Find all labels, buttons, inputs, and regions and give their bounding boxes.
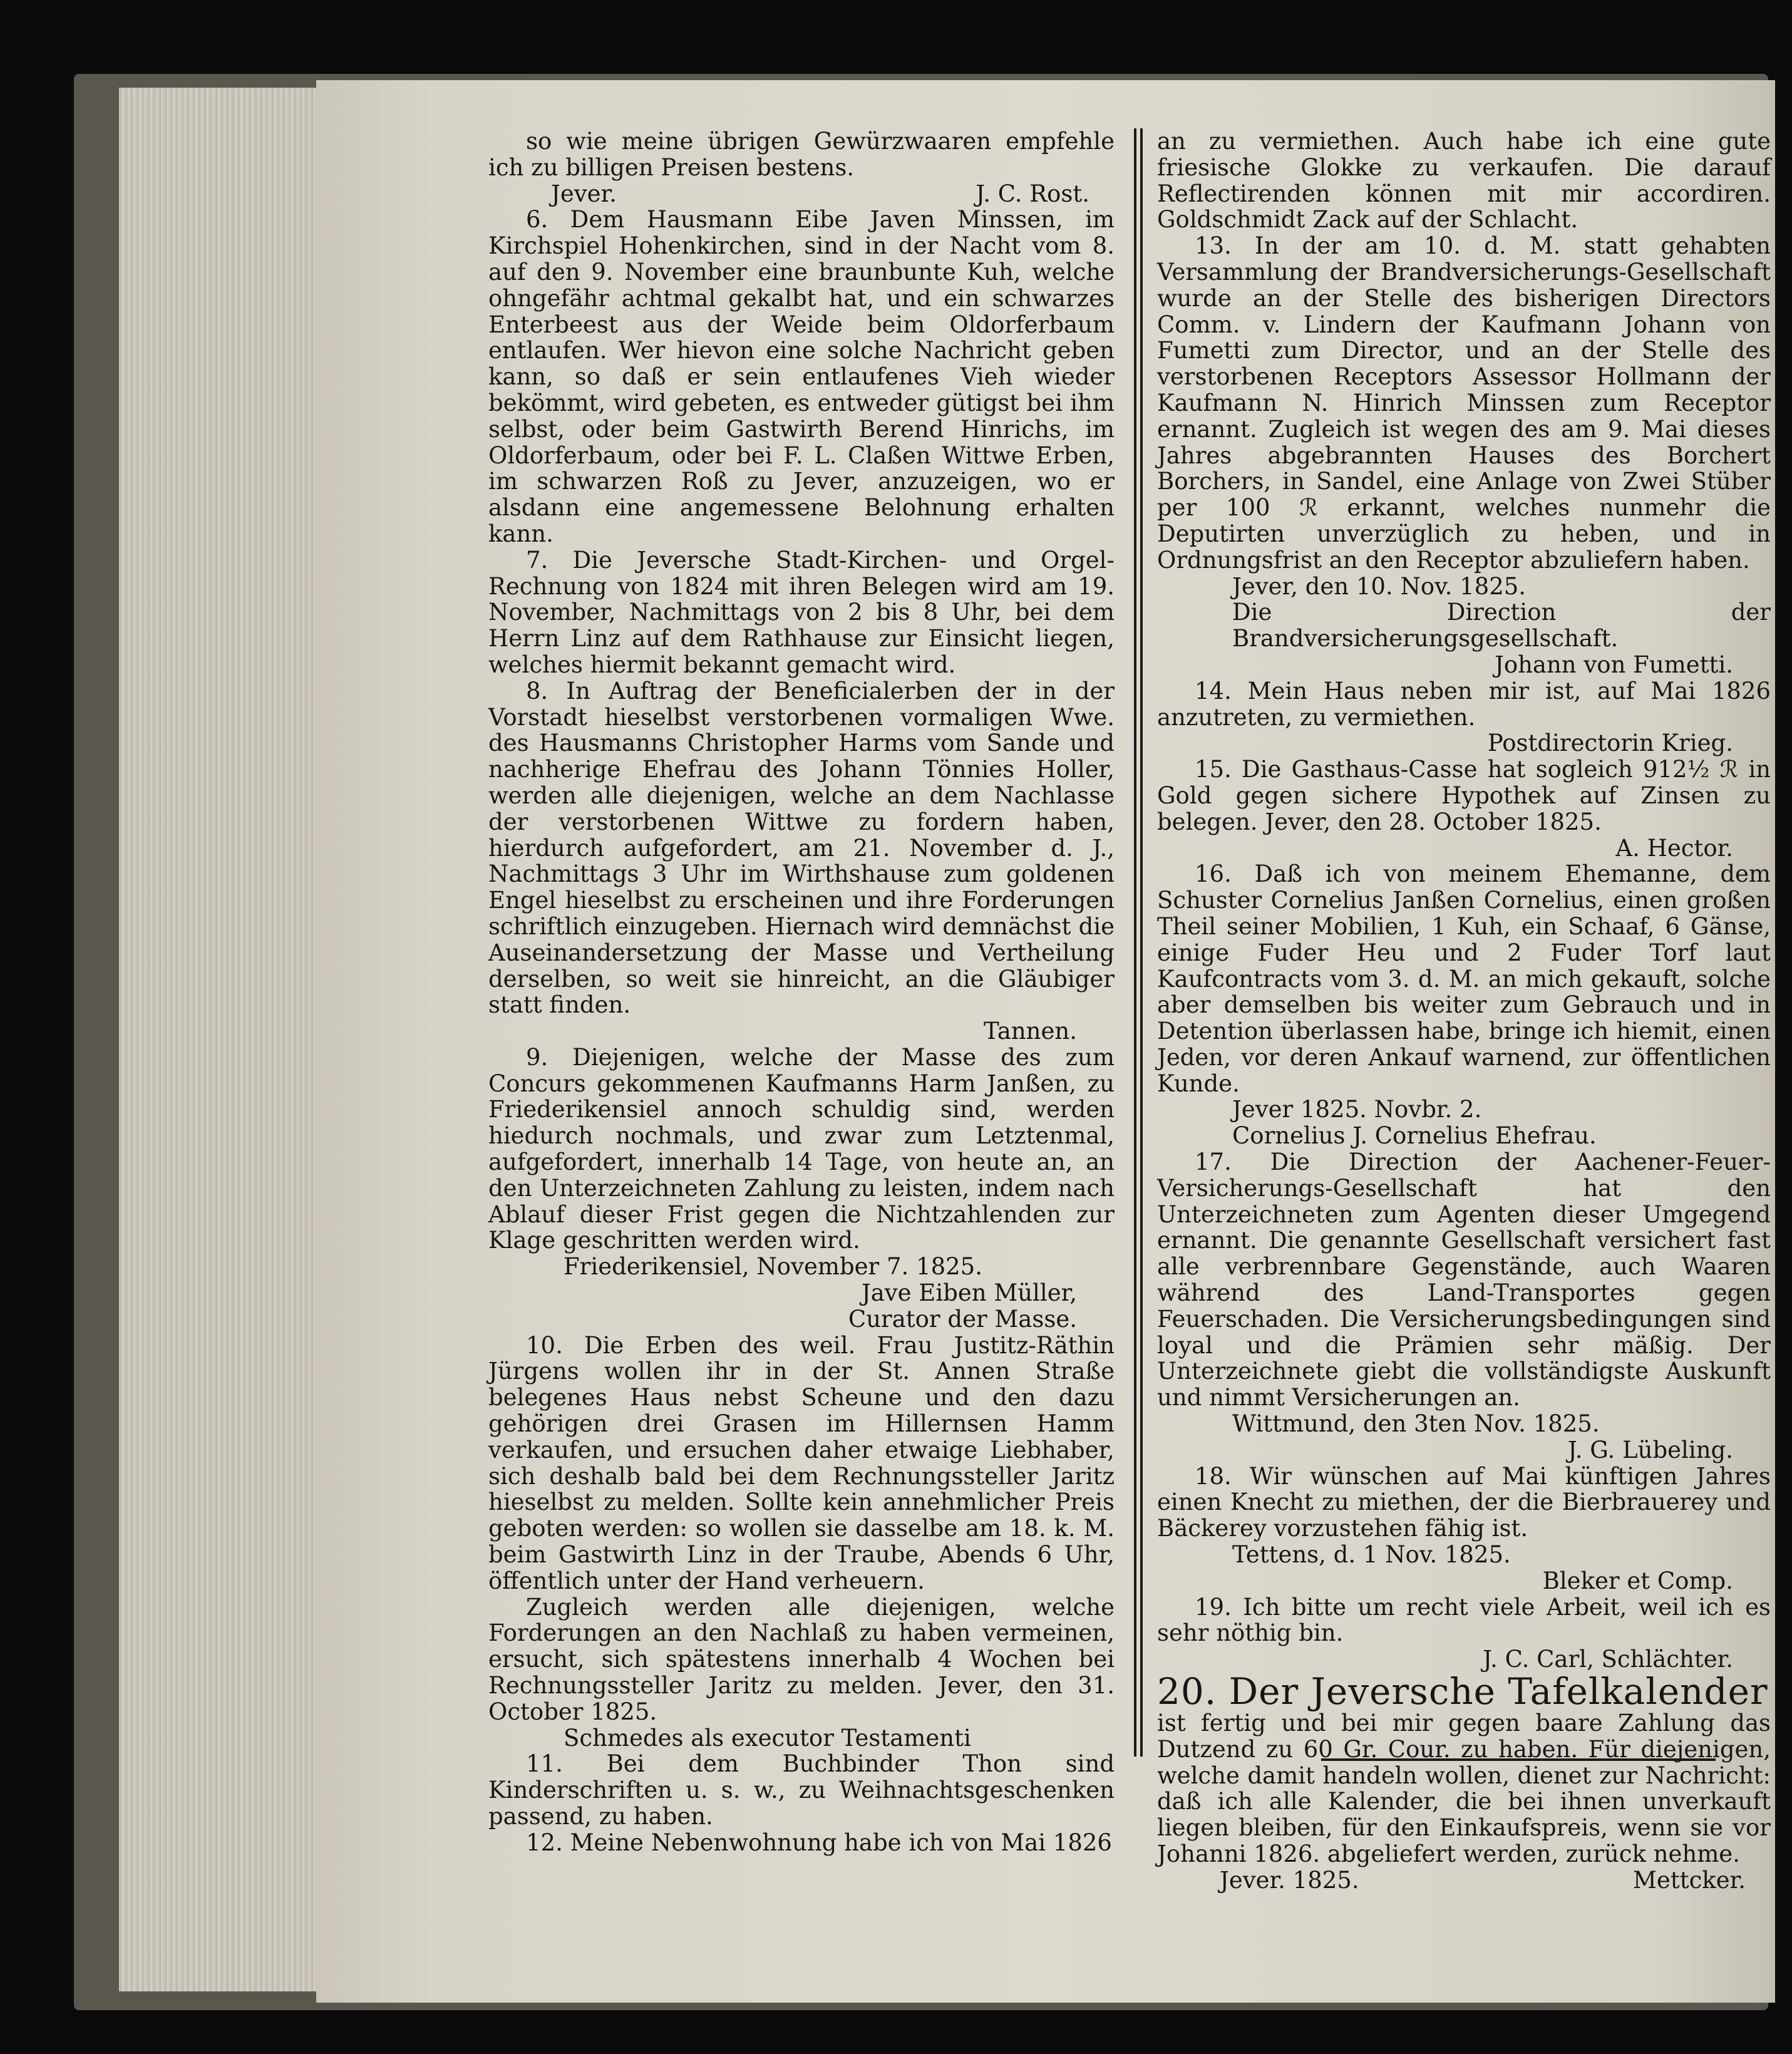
notice-block [1157, 835, 1771, 862]
notice-block [488, 1830, 1115, 1856]
notice-block [1157, 1646, 1771, 1673]
notice-block [488, 547, 1115, 678]
notice-signature: Curator der Masse. [848, 1305, 1077, 1333]
notice-signature: Mettcker. [1633, 1866, 1746, 1894]
end-rule [1321, 1758, 1716, 1761]
notice-block [488, 1045, 1115, 1254]
notice-text: ist fertig und bei mir gegen baare Zahlung das Dutzend zu 60 Gr. Cour. zu haben. Für diejenigen, welche damit handeln wollen, dienet zur Nachricht: daß ich alle Kalender, die bei ihnen unverkauft liegen bleiben, für den Einkaufspreis, wenn sie vor Johanni 1826. abgeliefert werden, zurück nehme. [1157, 1710, 1771, 1867]
notice-text: 7. Die Jeversche Stadt-Kirchen- und Orgel-Rechnung von 1824 mit ihren Belegen wird am 19. November, Nachmittags von 2 bis 8 Uhr, bei dem Herrn Linz auf dem Rathhause zur Einsicht liegen, welches hiermit bekannt gemacht wird. [488, 546, 1115, 678]
notice-signature: Jave Eiben Müller, [861, 1279, 1077, 1307]
notice-block [488, 1594, 1115, 1725]
notice-text: 16. Daß ich von meinem Ehemanne, dem Schuster Cornelius Janßen Cornelius, einen großen Theil seiner Mobilien, 1 Kuh, ein Schaaf, 6 Gänse, einige Fuder Heu und 2 Fuder Torf laut Kaufcontracts vom 3. d. M. an mich gekauft, solche aber demselben bis weiter zum Gebrauch und in Detention überlassen habe, bringe ich hiemit, einen Jeden, vor deren Ankauf warnend, zur öffentlichen Kunde. [1157, 860, 1771, 1097]
notice-block [1157, 756, 1771, 835]
notice-text: 18. Wir wünschen auf Mai künftigen Jahres einen Knecht zu miethen, der die Bierbrauerey und Bäckerey vorzustehen fähig ist. [1157, 1462, 1771, 1542]
notice-text: 12. Meine Nebenwohnung habe ich von Mai 1826 [526, 1829, 1112, 1856]
page-edges [119, 88, 321, 1991]
notice-place-date: Tettens, d. 1 Nov. 1825. [1232, 1541, 1511, 1569]
notice-block [1157, 1670, 1771, 1713]
notice-text: an zu vermiethen. Auch habe ich eine gute friesische Glokke zu verkaufen. Die darauf Reflectirenden können mit mir accordiren. Goldschmidt Zack auf der Schlacht. [1157, 128, 1771, 234]
notice-place-date: Cornelius J. Cornelius Ehefrau. [1232, 1122, 1597, 1150]
notice-block [1157, 1710, 1771, 1867]
notice-block [1157, 1437, 1771, 1463]
notice-text: so wie meine übrigen Gewürzwaaren empfehle ich zu billigen Preisen bestens. [488, 128, 1115, 181]
notice-block [1157, 1594, 1771, 1647]
notice-text: 14. Mein Haus neben mir ist, auf Mai 1826 anzutreten, zu vermiethen. [1157, 677, 1771, 731]
notice-signature: J. C. Carl, Schlächter. [1483, 1646, 1733, 1673]
notice-text: 13. In der am 10. d. M. statt gehabten Versammlung der Brandversicherungs-Gesellschaft wurde an der Stelle des bisherigen Directors Comm. v. Lindern der Kaufmann Johann von Fumetti zum Director, und an der Stelle des verstorbenen Receptors Assessor Hollmann der Kaufmann N. Hinrich Minssen zum Receptor ernannt. Zugleich ist wegen des am 9. Mai dieses Jahres abgebrannten Hauses des Borchert Borchers, in Sandel, eine Anlage von Zwei Stüber per 100 ℛ erkannt, welches nunmehr die Deputirten unverzüglich zu heben, und in Ordnungsfrist an den Receptor abzuliefern haben. [1157, 232, 1771, 574]
notice-signature: J. G. Lübeling. [1567, 1436, 1733, 1463]
notice-signature: J. C. Rost. [976, 180, 1089, 207]
notice-block [1157, 599, 1771, 652]
notice-block [1157, 574, 1771, 600]
notice-block [488, 1725, 1115, 1752]
notice-signature: Postdirectorin Krieg. [1487, 730, 1733, 757]
notice-text: 15. Die Gasthaus-Casse hat sogleich 912½ ℛ in Gold gegen sichere Hypothek auf Zinsen zu belegen. Jever, den 28. October 1825. [1157, 756, 1771, 835]
notice-place-date: Jever 1825. Novbr. 2. [1232, 1096, 1482, 1123]
notice-heading: 20. Der Jeversche Tafelkalender [1157, 1670, 1768, 1713]
notice-block [488, 1751, 1115, 1829]
notice-text: 9. Diejenigen, welche der Masse des zum Concurs gekommenen Kaufmanns Harm Janßen, zu Friederikensiel annoch schuldig sind, werden hiedurch nochmals, und zwar zum Letztenmal, aufgefordert, innerhalb 14 Tage, von heute an, an den Unterzeichneten Zahlung zu leisten, indem nach Ablauf dieser Frist gegen die Nichtzahlenden zur Klage geschritten werden wird. [488, 1043, 1115, 1254]
notice-block [1157, 730, 1771, 756]
notice-block [1157, 128, 1771, 233]
notice-block [488, 207, 1115, 547]
notice-block [1157, 1097, 1771, 1123]
notice-block [1157, 1867, 1771, 1894]
notice-place-date: Wittmund, den 3ten Nov. 1825. [1232, 1410, 1600, 1438]
notice-block [488, 1018, 1115, 1045]
notice-block [1157, 678, 1771, 731]
notice-block [1157, 1542, 1771, 1568]
notice-block [1157, 861, 1771, 1097]
notice-place-date: Schmedes als executor Testamenti [564, 1724, 971, 1752]
notice-place-date: Jever. [551, 180, 617, 207]
notice-text: Zugleich werden alle diejenigen, welche Forderungen an den Nachlaß zu haben vermeinen, ersucht, sich spätestens innerhalb 4 Wochen bei Rechnungssteller Jaritz zu melden. Jever, den 31. October 1825. [488, 1593, 1115, 1725]
notice-text: 8. In Auftrag der Beneficialerben der in der Vorstadt hieselbst verstorbenen vormaligen Wwe. des Hausmanns Christopher Harms vom Sande und nachherige Ehefrau des Johann Tönnies Holler, werden alle diejenigen, welche an dem Nachlasse der verstorbenen Wittwe zu fordern haben, hierdurch aufgefordert, am 21. November d. J., Nachmittags 3 Uhr im Wirthshause zum goldenen Engel hieselbst zu erscheinen und ihre Forderungen schriftlich einzugeben. Hiernach wird demnächst die Auseinandersetzung der Masse und Vertheilung derselben, so weit sie hinreicht, an die Gläubiger statt finden. [488, 677, 1115, 1019]
notice-block [488, 1333, 1115, 1594]
notice-block [1157, 1411, 1771, 1437]
notice-block [1157, 233, 1771, 573]
notice-place-date: Die Direction der Brandversicherungsgesellschaft. [1232, 599, 1771, 653]
notice-text: 10. Die Erben des weil. Frau Justitz-Räthin Jürgens wollen ihr in der St. Annen Straße belegenes Haus nebst Scheune und den dazu gehörigen drei Grasen im Hillernsen Hamm verkaufen, und ersuchen daher etwaige Liebhaber, sich deshalb bald bei dem Rechnungssteller Jaritz hieselbst zu melden. Sollte kein annehmlicher Preis geboten werden: so wollen sie dasselbe am 18. k. M. beim Gastwirth Linz in der Traube, Abends 6 Uhr, öffentlich unter der Hand verheuern. [488, 1331, 1115, 1594]
notice-signature: Johann von Fumetti. [1494, 651, 1733, 678]
notice-block [488, 1254, 1115, 1280]
notice-block [488, 128, 1115, 181]
notice-text: 17. Die Direction der Aachener-Feuer-Versicherungs-Gesellschaft hat den Unterzeichneten zum Agenten dieser Umgegend ernannt. Die genannte Gesellschaft versichert fast alle verbrennbare Gegenstände, auch Waaren während des Land-Transportes gegen Feuerschaden. Die Versicherungsbedingungen sind loyal und die Prämien sehr mäßig. Der Unterzeichnete giebt die vollständigste Auskunft und nimmt Versicherungen an. [1157, 1148, 1771, 1411]
notice-block [488, 1280, 1115, 1306]
left-column [488, 128, 1115, 1856]
notice-text: 11. Bei dem Buchbinder Thon sind Kinderschriften u. s. w., zu Weihnachtsgeschenken passend, zu haben. [488, 1750, 1115, 1830]
notice-place-date: Friederikensiel, November 7. 1825. [564, 1253, 982, 1281]
notice-text: 19. Ich bitte um recht viele Arbeit, weil ich es sehr nöthig bin. [1157, 1593, 1771, 1647]
notice-block [488, 181, 1115, 207]
notice-block [1157, 1463, 1771, 1542]
notice-block [1157, 1149, 1771, 1411]
column-rule [1134, 128, 1143, 1757]
notice-signature: Bleker et Comp. [1542, 1567, 1733, 1594]
right-column [1157, 128, 1771, 1894]
notice-signature: Tannen. [983, 1018, 1077, 1045]
notice-place-date: Jever. 1825. [1220, 1866, 1359, 1894]
notice-text: 6. Dem Hausmann Eibe Javen Minssen, im Kirchspiel Hohenkirchen, sind in der Nacht vom 8. auf den 9. November eine braunbunte Kuh, welche ohngefähr achtmal gekalbt hat, und ein schwarzes Enterbeest aus der Weide beim Oldorferbaum entlaufen. Wer hievon eine solche Nachricht geben kann, so daß er sein entlaufenes Vieh wieder bekömmt, wird gebeten, es entweder gütigst bei ihm selbst, oder beim Gastwirth Berend Hinrichs, im Oldorferbaum, oder bei F. L. Claßen Wittwe Erben, im schwarzen Roß zu Jever, anzuzeigen, wo er alsdann eine angemessene Belohnung erhalten kann. [488, 206, 1115, 547]
notice-block [1157, 652, 1771, 678]
notice-signature: A. Hector. [1615, 834, 1733, 862]
notice-block [1157, 1568, 1771, 1594]
notice-place-date: Jever, den 10. Nov. 1825. [1232, 572, 1527, 600]
notice-block [1157, 1123, 1771, 1149]
notice-block [488, 678, 1115, 1018]
notice-block [488, 1306, 1115, 1333]
